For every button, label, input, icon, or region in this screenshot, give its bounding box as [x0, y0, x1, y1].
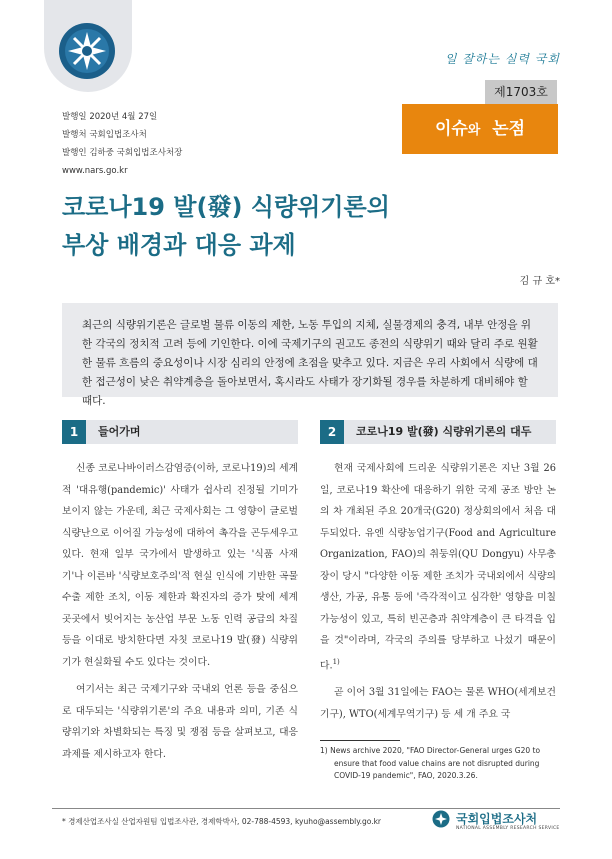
paragraph-text: 현재 국제사회에 드리운 식량위기론은 지난 3월 26일, 코로나19 확산에 대응하기 위한 국제 공조 방안 논의 차 개최된 주요 20개국(G20) 정상회의에서 처음 대두되었다. 유엔 식량농업기구(Food and Agriculture Organization, FAO)의 취둥위(QU Dongyu) 사무총장이 당시 "다양한 이동 제한 조치가 국내외에서 식량의 생산, 가공, 유통 등에 '즉각적이고 심각한' 영향을 미칠 가능성이 있고, 특히 빈곤층과 취약계층이 큰 타격을 입을 것"이라며, 각국의 주의를 당부하고 나섰기 때문이다.	[320, 463, 556, 671]
footer-divider	[52, 808, 560, 809]
meta-issuer: 발행인 김하중 국회입법조사처장	[62, 148, 183, 158]
section-title: 들어가며	[98, 425, 141, 438]
meta-website[interactable]: www.nars.go.kr	[62, 166, 128, 176]
publication-meta	[62, 108, 182, 180]
body-paragraph	[320, 458, 556, 676]
title-line-1: 코로나19 발(發) 식량위기론의	[62, 193, 390, 221]
summary-box	[62, 303, 558, 407]
meta-date: 발행일 2020년 4월 27일	[62, 112, 158, 122]
section-title: 코로나19 발(發) 식량위기론의 대두	[356, 425, 532, 438]
organization-name: 국회입법조사처	[456, 812, 538, 826]
slogan: 일 잘하는 실력 국회	[444, 52, 560, 66]
footnote-text: 1) News archive 2020, "FAO Director-General urges G20 to ensure that food value chains are not disrupted during COVID-19 pandemic", FAO, 2020.3.26.	[320, 746, 541, 780]
title-line-2: 부상 배경과 대응 과제	[62, 231, 296, 259]
issue-number: 제1703호	[485, 80, 557, 104]
footnote-divider	[320, 740, 400, 741]
series-conjunction: 와	[467, 123, 481, 138]
footnote-ref[interactable]: 1)	[332, 657, 340, 666]
nars-emblem-icon	[58, 22, 116, 80]
body-paragraph: 곧 이어 3월 31일에는 FAO는 물론 WHO(세계보건기구), WTO(세계무역기구) 등 세 개 주요 국	[320, 687, 556, 720]
footnote	[320, 745, 558, 783]
series-word-2: 논점	[492, 119, 526, 139]
right-column	[320, 458, 556, 725]
body-paragraph: 여기서는 최근 국제기구와 국내외 언론 등을 중심으로 대두되는 '식량위기론'의 주요 내용과 의미, 기존 식량위기와 차별화되는 특징 및 쟁점 등을 살펴보고, 대응과제를 제시하고자 한다.	[62, 684, 298, 760]
page-title	[62, 188, 562, 264]
section-number: 1	[62, 420, 86, 444]
section-heading-2	[320, 420, 556, 444]
meta-publisher: 발행처 국회입법조사처	[62, 130, 147, 140]
organization-name-en: NATIONAL ASSEMBLY RESEARCH SERVICE	[456, 826, 560, 831]
nars-footer-emblem-icon	[432, 810, 450, 828]
author: 김 규 호*	[519, 276, 560, 287]
series-label	[402, 104, 558, 154]
author-footnote: * 경제산업조사실 산업자원팀 입법조사관, 경제학박사, 02-788-4593, kyuho@assembly.go.kr	[62, 817, 382, 826]
summary-text: 최근의 식량위기론은 글로벌 물류 이동의 제한, 노동 투입의 지체, 실물경제의 충격, 내부 안정을 위한 각국의 정치적 고려 등에 기인한다. 이에 국제기구의 권고도 종전의 식량위기 때와 달리 주로 원활한 물류 흐름의 중요성이나 시장 심리의 안정에 초점을 맞추고 있다. 지금은 우리 사회에서 식량에 대한 접근성이 낮은 취약계층을 돌아보면서, 혹시라도 사태가 장기화될 경우를 차분하게 대비해야 할 때다.	[82, 319, 538, 407]
left-column	[62, 458, 298, 765]
body-paragraph: 신종 코로나바이러스감염증(이하, 코로나19)의 세계적 '대유행(pandemic)' 사태가 쉽사리 진정될 기미가 보이지 않는 가운데, 최근 국제사회는 그 영향이 글로벌 식량난으로 이어질 가능성에 대하여 촉각을 곤두세우고 있다. 현재 일부 국가에서 발생하고 있는 '식품 사재기'나 이른바 '식량보호주의'적 현실 인식에 기반한 곡물 수출 제한 조치, 이동 제한과 확진자의 증가 탓에 세계 곳곳에서 빚어지는 농산업 부문 노동 인력 공급의 차질 등을 이대로 방치한다면 자칫 코로나19 발(發) 식량위기가 현실화될 수도 있다는 것이다.	[62, 463, 298, 668]
series-word-1: 이슈	[434, 119, 468, 139]
section-heading-1	[62, 420, 298, 444]
section-number: 2	[320, 420, 344, 444]
